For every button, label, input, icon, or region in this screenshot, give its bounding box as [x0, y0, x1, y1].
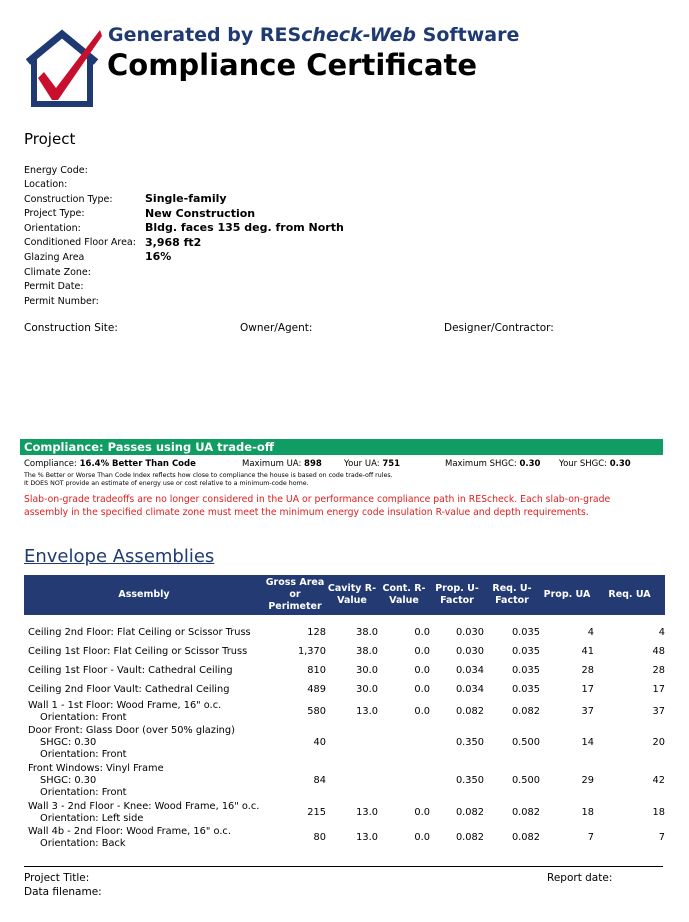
cavity-r-cell: 30.0 — [356, 683, 378, 695]
prop-ua-cell: 18 — [581, 806, 594, 818]
cont-r-cell — [378, 724, 430, 762]
cavity-r-cell: 13.0 — [356, 705, 378, 717]
table-row — [24, 825, 665, 850]
prop-u-cell: 0.082 — [455, 705, 484, 717]
assembly-name: Front Windows: Vinyl Frame SHGC: 0.30 Orientation: Front — [28, 763, 164, 798]
req-ua-cell: 42 — [652, 775, 665, 786]
req-ua-cell: 28 — [652, 664, 665, 676]
req-ua-cell: 18 — [652, 806, 665, 818]
table-row — [24, 762, 665, 800]
envelope-assemblies-heading: Envelope Assemblies — [24, 546, 215, 567]
cont-r-cell: 0.0 — [414, 683, 430, 695]
page-title: Compliance Certificate — [107, 48, 478, 82]
prop-u-cell: 0.350 — [455, 737, 484, 748]
assembly-name: Ceiling 2nd Floor: Flat Ceiling or Scissor Truss — [28, 626, 251, 638]
location-label: Location: — [24, 179, 68, 190]
prop-ua-cell: 14 — [581, 737, 594, 748]
column-header-cavity-r-value: Cavity R-Value — [326, 575, 378, 615]
prop-u-cell: 0.082 — [455, 806, 484, 818]
gross-area-cell: 489 — [307, 683, 326, 695]
project-heading: Project — [24, 130, 76, 148]
your-ua: Your UA: 751 — [344, 459, 401, 469]
slab-warning-line-2: assembly in the specified climate zone must meet the minimum energy code insulation R-value and depth requirements. — [24, 507, 589, 518]
project-type-value: New Construction — [145, 207, 256, 220]
prop-ua-cell: 4 — [587, 626, 594, 638]
compliance-status-banner: Compliance: Passes using UA trade-off — [20, 439, 663, 455]
generated-by-label: Generated by REScheck-Web Software — [108, 24, 520, 46]
req-u-cell: 0.082 — [511, 806, 540, 818]
column-header-cont-r-value: Cont. R-Value — [378, 575, 430, 615]
column-header-prop-ua: Prop. UA — [540, 575, 594, 615]
cavity-r-cell — [326, 762, 378, 800]
prop-u-cell: 0.030 — [455, 645, 484, 657]
prop-ua-cell: 37 — [581, 705, 594, 717]
table-row — [24, 699, 665, 724]
designer-contractor-label: Designer/Contractor: — [444, 322, 554, 334]
construction-type-value: Single-family — [145, 192, 227, 205]
orientation-value: Bldg. faces 135 deg. from North — [145, 221, 344, 234]
cavity-r-cell — [326, 724, 378, 762]
prop-ua-cell: 7 — [587, 831, 594, 843]
req-u-cell: 0.035 — [511, 683, 540, 695]
table-header-row — [24, 575, 665, 615]
orientation-label: Orientation: — [24, 223, 81, 234]
construction-type-label: Construction Type: — [24, 194, 113, 205]
cont-r-cell: 0.0 — [414, 664, 430, 676]
column-header-prop-u-factor: Prop. U-Factor — [430, 575, 484, 615]
req-ua-cell: 17 — [652, 683, 665, 695]
permit-number-label: Permit Number: — [24, 296, 99, 307]
your-shgc: Your SHGC: 0.30 — [559, 459, 631, 469]
cont-r-cell: 0.0 — [414, 831, 430, 843]
assembly-name: Ceiling 1st Floor - Vault: Cathedral Ceiling — [28, 664, 233, 676]
req-u-cell: 0.035 — [511, 645, 540, 657]
req-u-cell: 0.082 — [511, 831, 540, 843]
glazing-area-label: Glazing Area — [24, 252, 85, 263]
gross-area-cell: 128 — [307, 626, 326, 638]
req-u-cell: 0.082 — [511, 705, 540, 717]
project-title-label: Project Title: — [24, 872, 90, 884]
conditioned-floor-area-value: 3,968 ft2 — [145, 236, 202, 249]
prop-u-cell: 0.350 — [455, 775, 484, 786]
column-header-assembly: Assembly — [24, 575, 264, 615]
prop-u-cell: 0.034 — [455, 664, 484, 676]
column-header-gross-area: Gross Area or Perimeter — [264, 575, 326, 615]
permit-date-label: Permit Date: — [24, 281, 84, 292]
cont-r-cell: 0.0 — [414, 626, 430, 638]
prop-ua-cell: 28 — [581, 664, 594, 676]
req-ua-cell: 20 — [652, 737, 665, 748]
glazing-area-value: 16% — [145, 250, 172, 263]
table-row — [24, 661, 665, 680]
prop-u-cell: 0.034 — [455, 683, 484, 695]
footer-divider — [24, 866, 663, 867]
req-u-cell: 0.500 — [511, 737, 540, 748]
envelope-assemblies-table — [24, 575, 665, 850]
cavity-r-cell: 38.0 — [356, 626, 378, 638]
report-date-label: Report date: — [547, 872, 613, 884]
construction-site-label: Construction Site: — [24, 322, 118, 334]
maximum-shgc: Maximum SHGC: 0.30 — [445, 459, 541, 469]
owner-agent-label: Owner/Agent: — [240, 322, 313, 334]
req-ua-cell: 4 — [658, 626, 665, 638]
gross-area-cell: 84 — [313, 775, 326, 786]
req-u-cell: 0.035 — [511, 664, 540, 676]
prop-ua-cell: 41 — [581, 645, 594, 657]
cont-r-cell — [378, 762, 430, 800]
table-row — [24, 623, 665, 642]
gross-area-cell: 580 — [307, 705, 326, 717]
cont-r-cell: 0.0 — [414, 645, 430, 657]
table-row — [24, 800, 665, 825]
column-header-req-u-factor: Req. U-Factor — [484, 575, 540, 615]
climate-zone-label: Climate Zone: — [24, 267, 91, 278]
gross-area-cell: 1,370 — [297, 645, 326, 657]
gross-area-cell: 810 — [307, 664, 326, 676]
gross-area-cell: 215 — [307, 806, 326, 818]
index-note-line-1: The % Better or Worse Than Code Index reflects how close to compliance the house is based on code trade-off rules. — [24, 472, 393, 479]
slab-warning-line-1: Slab-on-grade tradeoffs are no longer considered in the UA or performance compliance path in REScheck. Each slab-on-grade — [24, 494, 611, 505]
assembly-name: Wall 1 - 1st Floor: Wood Frame, 16" o.c. Orientation: Front — [28, 699, 222, 723]
cavity-r-cell: 13.0 — [356, 831, 378, 843]
table-row — [24, 680, 665, 699]
assembly-name: Ceiling 2nd Floor Vault: Cathedral Ceiling — [28, 683, 230, 695]
project-type-label: Project Type: — [24, 208, 85, 219]
column-header-req-ua: Req. UA — [594, 575, 665, 615]
compliance-score: Compliance: 16.4% Better Than Code — [24, 459, 196, 469]
energy-code-label: Energy Code: — [24, 165, 88, 176]
prop-u-cell: 0.082 — [455, 831, 484, 843]
cavity-r-cell: 30.0 — [356, 664, 378, 676]
cont-r-cell: 0.0 — [414, 806, 430, 818]
cavity-r-cell: 38.0 — [356, 645, 378, 657]
assembly-name: Ceiling 1st Floor: Flat Ceiling or Scissor Truss — [28, 645, 248, 657]
req-ua-cell: 48 — [652, 645, 665, 657]
req-u-cell: 0.500 — [511, 775, 540, 786]
assembly-name: Wall 4b - 2nd Floor: Wood Frame, 16" o.c. Orientation: Back — [28, 825, 231, 849]
prop-u-cell: 0.030 — [455, 626, 484, 638]
req-u-cell: 0.035 — [511, 626, 540, 638]
gross-area-cell: 80 — [313, 831, 326, 843]
cont-r-cell: 0.0 — [414, 705, 430, 717]
assembly-name: Door Front: Glass Door (over 50% glazing) SHGC: 0.30 Orientation: Front — [28, 725, 235, 760]
rescheck-house-check-logo — [22, 28, 102, 108]
maximum-ua: Maximum UA: 898 — [242, 459, 322, 469]
prop-ua-cell: 17 — [581, 683, 594, 695]
assembly-name: Wall 3 - 2nd Floor - Knee: Wood Frame, 16" o.c. Orientation: Left side — [28, 800, 260, 824]
table-row — [24, 724, 665, 762]
table-row — [24, 642, 665, 661]
index-note-line-2: It DOES NOT provide an estimate of energy use or cost relative to a minimum-code home. — [24, 480, 309, 487]
req-ua-cell: 37 — [652, 705, 665, 717]
prop-ua-cell: 29 — [581, 775, 594, 786]
data-filename-label: Data filename: — [24, 886, 102, 898]
gross-area-cell: 40 — [313, 737, 326, 748]
conditioned-floor-area-label: Conditioned Floor Area: — [24, 237, 136, 248]
req-ua-cell: 7 — [658, 831, 665, 843]
cavity-r-cell: 13.0 — [356, 806, 378, 818]
